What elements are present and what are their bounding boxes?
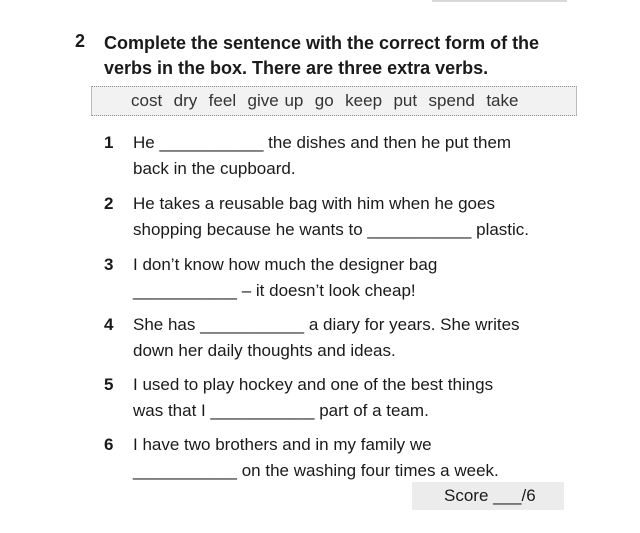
top-divider	[432, 0, 567, 2]
item-number: 1	[104, 133, 114, 152]
item-number: 2	[104, 194, 114, 213]
verb-list: cost dry feel give up go keep put spend take	[131, 91, 519, 110]
item-number: 6	[104, 435, 114, 454]
score-box	[412, 482, 564, 510]
item-number: 3	[104, 255, 114, 274]
item-sentence: I have two brothers and in my family we ___________ on the washing four times a week.	[133, 435, 499, 480]
item-sentence: He ___________ the dishes and then he put them back in the cupboard.	[133, 133, 512, 178]
item-sentence: I don’t know how much the designer bag ___________ – it doesn’t look cheap!	[133, 255, 438, 300]
item-sentence: He takes a reusable bag with him when he goes shopping because he wants to ___________ plastic.	[133, 194, 530, 239]
exercise-number: 2	[75, 31, 86, 51]
item-sentence: I used to play hockey and one of the best things was that I ___________ part of a team.	[133, 375, 494, 420]
item-number: 5	[104, 375, 114, 394]
score-text: Score ___/6	[444, 486, 536, 505]
verb-box	[91, 86, 577, 116]
item-number: 4	[104, 315, 114, 334]
exercise-instruction: Complete the sentence with the correct form of the verbs in the box. There are three extra verbs.	[104, 33, 540, 78]
item-sentence: She has ___________ a diary for years. She writes down her daily thoughts and ideas.	[133, 315, 520, 360]
